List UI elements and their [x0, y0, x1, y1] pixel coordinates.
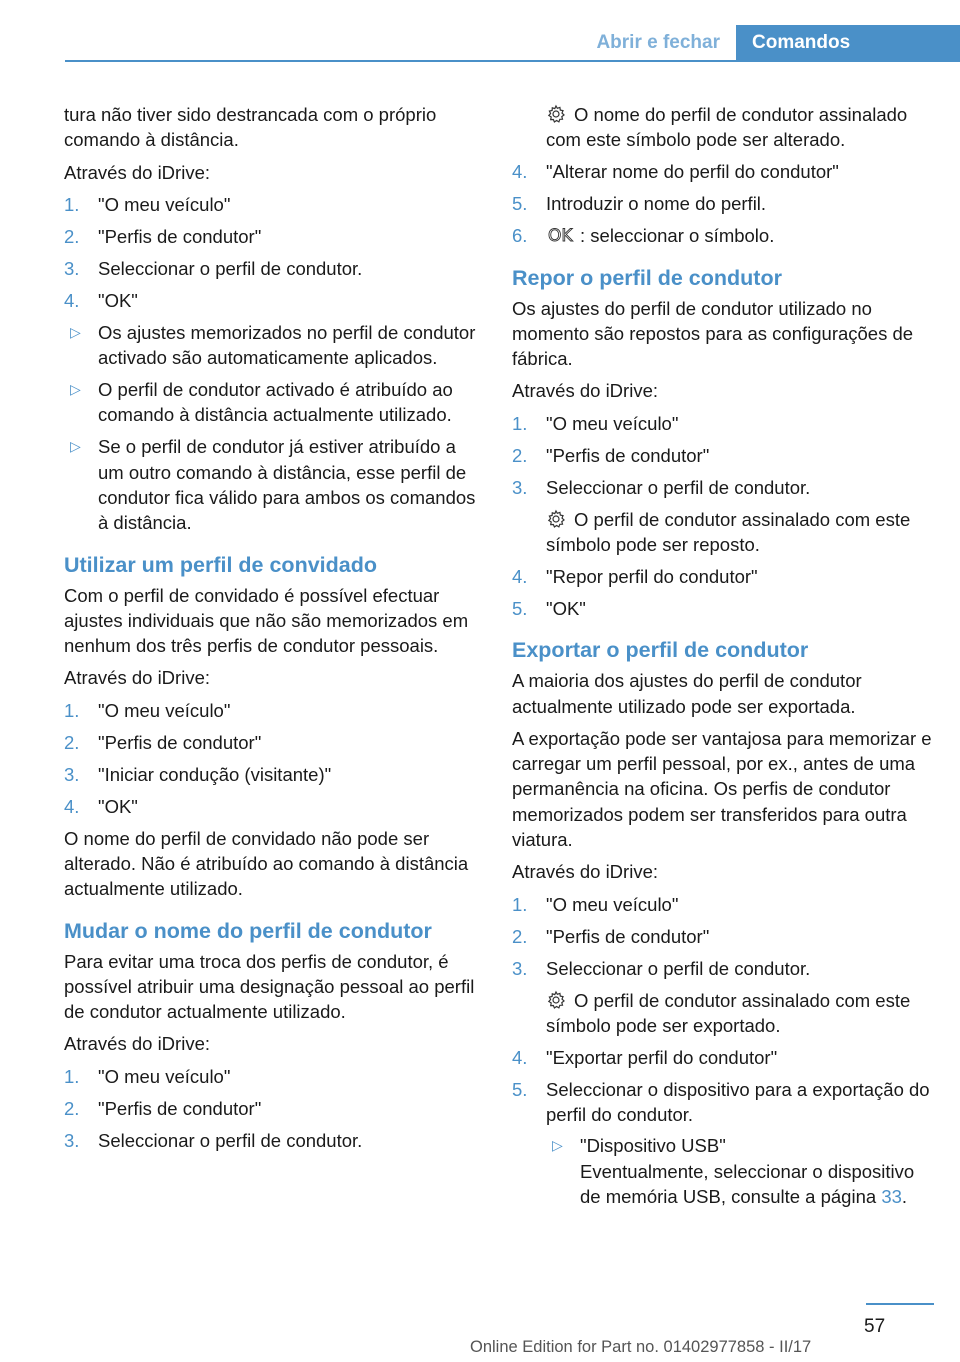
list-item: 4. "Alterar nome do perfil do condutor": [512, 159, 932, 184]
via-idrive-1: Através do iDrive:: [64, 161, 210, 183]
step-number: 3.: [512, 957, 528, 979]
list-item: 3. Seleccionar o perfil de condutor.: [64, 1128, 482, 1153]
step-number: 2.: [64, 731, 80, 753]
paragraph-export-2: A exportação pode ser vantajosa para memorizar e carregar um perfil pessoal, por ex., antes de uma permanência na oficina. Os perfis de condutor memorizados podem ser transferidos para outra viatura.: [512, 727, 932, 851]
list-item: 2. "Perfis de condutor": [512, 924, 932, 949]
step-number: 1.: [512, 412, 528, 434]
export-target-bullets: [546, 1133, 932, 1209]
step-number: 4.: [512, 565, 528, 587]
heading-rename-profile: Mudar o nome do perfil de condutor: [64, 918, 432, 943]
export-steps: [512, 892, 932, 981]
heading-reset-profile: Repor o perfil de condutor: [512, 265, 782, 290]
right-column: [512, 102, 932, 1216]
export-note: O perfil de condutor assinalado com este símbolo pode ser exportado.: [546, 989, 911, 1036]
list-item: 2. "Perfis de condutor": [64, 224, 482, 249]
paragraph-guest: Com o perfil de convidado é possível efectuar ajustes individuais que não são memorizados em nenhum dos três perfis de condutor pessoais.: [64, 584, 469, 657]
page-reference-link[interactable]: 33: [881, 1186, 902, 1208]
triangle-bullet-icon: ▷: [552, 1137, 563, 1154]
list-item: 1. "O meu veículo": [512, 411, 932, 436]
gear-icon: [546, 990, 566, 1010]
triangle-bullet-icon: ▷: [70, 323, 81, 340]
page-number: 57: [864, 1316, 886, 1337]
list-item: 5. "OK": [512, 596, 932, 621]
list-item: 1. "O meu veículo": [64, 698, 482, 723]
list-item: 2. "Perfis de condutor": [64, 730, 482, 755]
list-item: 4. "Exportar perfil do condutor": [512, 1045, 932, 1070]
via-idrive-2: Através do iDrive:: [64, 667, 210, 689]
list-item: 4. "OK": [64, 288, 482, 313]
reset-note: O perfil de condutor assinalado com este símbolo pode ser reposto.: [546, 508, 911, 555]
step-number: 5.: [512, 1078, 528, 1100]
usb-note: Eventualmente, seleccionar o dispositivo de memória USB, consulte a página: [580, 1160, 915, 1208]
step-number: 2.: [512, 444, 528, 466]
list-item: 1. "O meu veículo": [64, 192, 482, 217]
left-column: [64, 102, 482, 1160]
list-item: 3. "Iniciar condução (visitante)": [64, 762, 482, 787]
paragraph-rename: Para evitar uma troca dos perfis de condutor, é possível atribuir uma designação pessoal ao perfil de condutor actualmente utilizado.: [64, 950, 475, 1023]
header-rule: [65, 60, 960, 62]
step-number: 2.: [64, 1097, 80, 1119]
list-item: ▷ Os ajustes memorizados no perfil de condutor activado são automaticamente aplicados.: [70, 321, 476, 369]
paragraph-export-1: A maioria dos ajustes do perfil de condutor actualmente utilizado pode ser exportada.: [512, 670, 862, 717]
step-number: 1.: [512, 893, 528, 915]
step-number: 5.: [512, 193, 528, 215]
steps-list-2: [64, 698, 482, 819]
step-number: 1.: [64, 1065, 80, 1087]
heading-guest-profile: Utilizar um perfil de convidado: [64, 552, 377, 577]
ok-icon: [546, 225, 576, 245]
step-number: 2.: [512, 925, 528, 947]
rename-steps: [512, 159, 932, 248]
paragraph-continued: tura não tiver sido destrancada com o próprio comando à distância.: [64, 104, 437, 151]
step-number: 4.: [64, 795, 80, 817]
gear-icon: [546, 509, 566, 529]
footer-rule: [866, 1303, 934, 1305]
gear-icon: [546, 104, 566, 124]
list-item: 2. "Perfis de condutor": [512, 443, 932, 468]
chapter-tab[interactable]: Comandos: [736, 25, 960, 62]
paragraph-guest-name: O nome do perfil de convidado não pode ser alterado. Não é atribuído ao comando à distância actualmente utilizado.: [64, 827, 469, 900]
reset-steps-b: [512, 564, 932, 621]
list-item: 5. Introduzir o nome do perfil.: [512, 191, 932, 216]
list-item: 1. "O meu veículo": [64, 1064, 482, 1089]
footer-edition: Online Edition for Part no. 01402977858 - II/17: [470, 1338, 812, 1356]
list-item: 6. OK : seleccionar o símbolo.: [512, 223, 932, 248]
heading-export-profile: Exportar o perfil de condutor: [512, 638, 809, 663]
via-idrive-4: Através do iDrive:: [512, 380, 658, 402]
step-number: 4.: [512, 1046, 528, 1068]
steps-list-1: [64, 192, 482, 313]
step-number: 3.: [64, 257, 80, 279]
list-item: 3. Seleccionar o perfil de condutor.: [64, 256, 482, 281]
step-number: 3.: [64, 763, 80, 785]
via-idrive-5: Através do iDrive:: [512, 861, 658, 883]
list-item: ▷ Se o perfil de condutor já estiver atribuído a um outro comando à distância, esse perfil de condutor fica válido para ambos os comandos à distância.: [70, 436, 476, 534]
list-item: ▷ "Dispositivo USB" Eventualmente, seleccionar o dispositivo de memória USB, consulte a página 33.: [552, 1135, 915, 1208]
step-number: 3.: [64, 1129, 80, 1151]
paragraph-reset: Os ajustes do perfil de condutor utilizado no momento são repostos para as configurações de fábrica.: [512, 297, 914, 370]
step-number: 4.: [512, 161, 528, 183]
section-tab[interactable]: Abrir e fechar: [596, 32, 720, 53]
step-number: 2.: [64, 225, 80, 247]
list-item: 4. "OK": [64, 794, 482, 819]
steps-list-3: [64, 1064, 482, 1153]
list-item: 3. Seleccionar o perfil de condutor.: [512, 475, 932, 500]
step-number: 6.: [512, 225, 528, 247]
list-item: 5. Seleccionar o dispositivo para a exportação do perfil do condutor. ▷ "Dispositivo USB" Eventualmente, seleccionar o dispositivo de memória USB, consulte a página 33.: [512, 1077, 932, 1209]
reset-steps: [512, 411, 932, 500]
result-bullets: [64, 320, 482, 536]
list-item: 2. "Perfis de condutor": [64, 1096, 482, 1121]
export-steps-b: [512, 1045, 932, 1209]
list-item: ▷ O perfil de condutor activado é atribuído ao comando à distância actualmente utilizado.: [70, 379, 453, 426]
list-item: 3. Seleccionar o perfil de condutor.: [512, 956, 932, 981]
svg-text:OK: OK: [548, 226, 573, 246]
step-number: 1.: [64, 193, 80, 215]
page-header: [65, 25, 960, 62]
rename-note: O nome do perfil de condutor assinalado com este símbolo pode ser alterado.: [546, 104, 908, 151]
triangle-bullet-icon: ▷: [70, 438, 81, 455]
triangle-bullet-icon: ▷: [70, 381, 81, 398]
list-item: 1. "O meu veículo": [512, 892, 932, 917]
list-item: 4. "Repor perfil do condutor": [512, 564, 932, 589]
step-number: 1.: [64, 699, 80, 721]
step-number: 5.: [512, 597, 528, 619]
step-number: 3.: [512, 476, 528, 498]
step-number: 4.: [64, 289, 80, 311]
via-idrive-3: Através do iDrive:: [64, 1033, 210, 1055]
